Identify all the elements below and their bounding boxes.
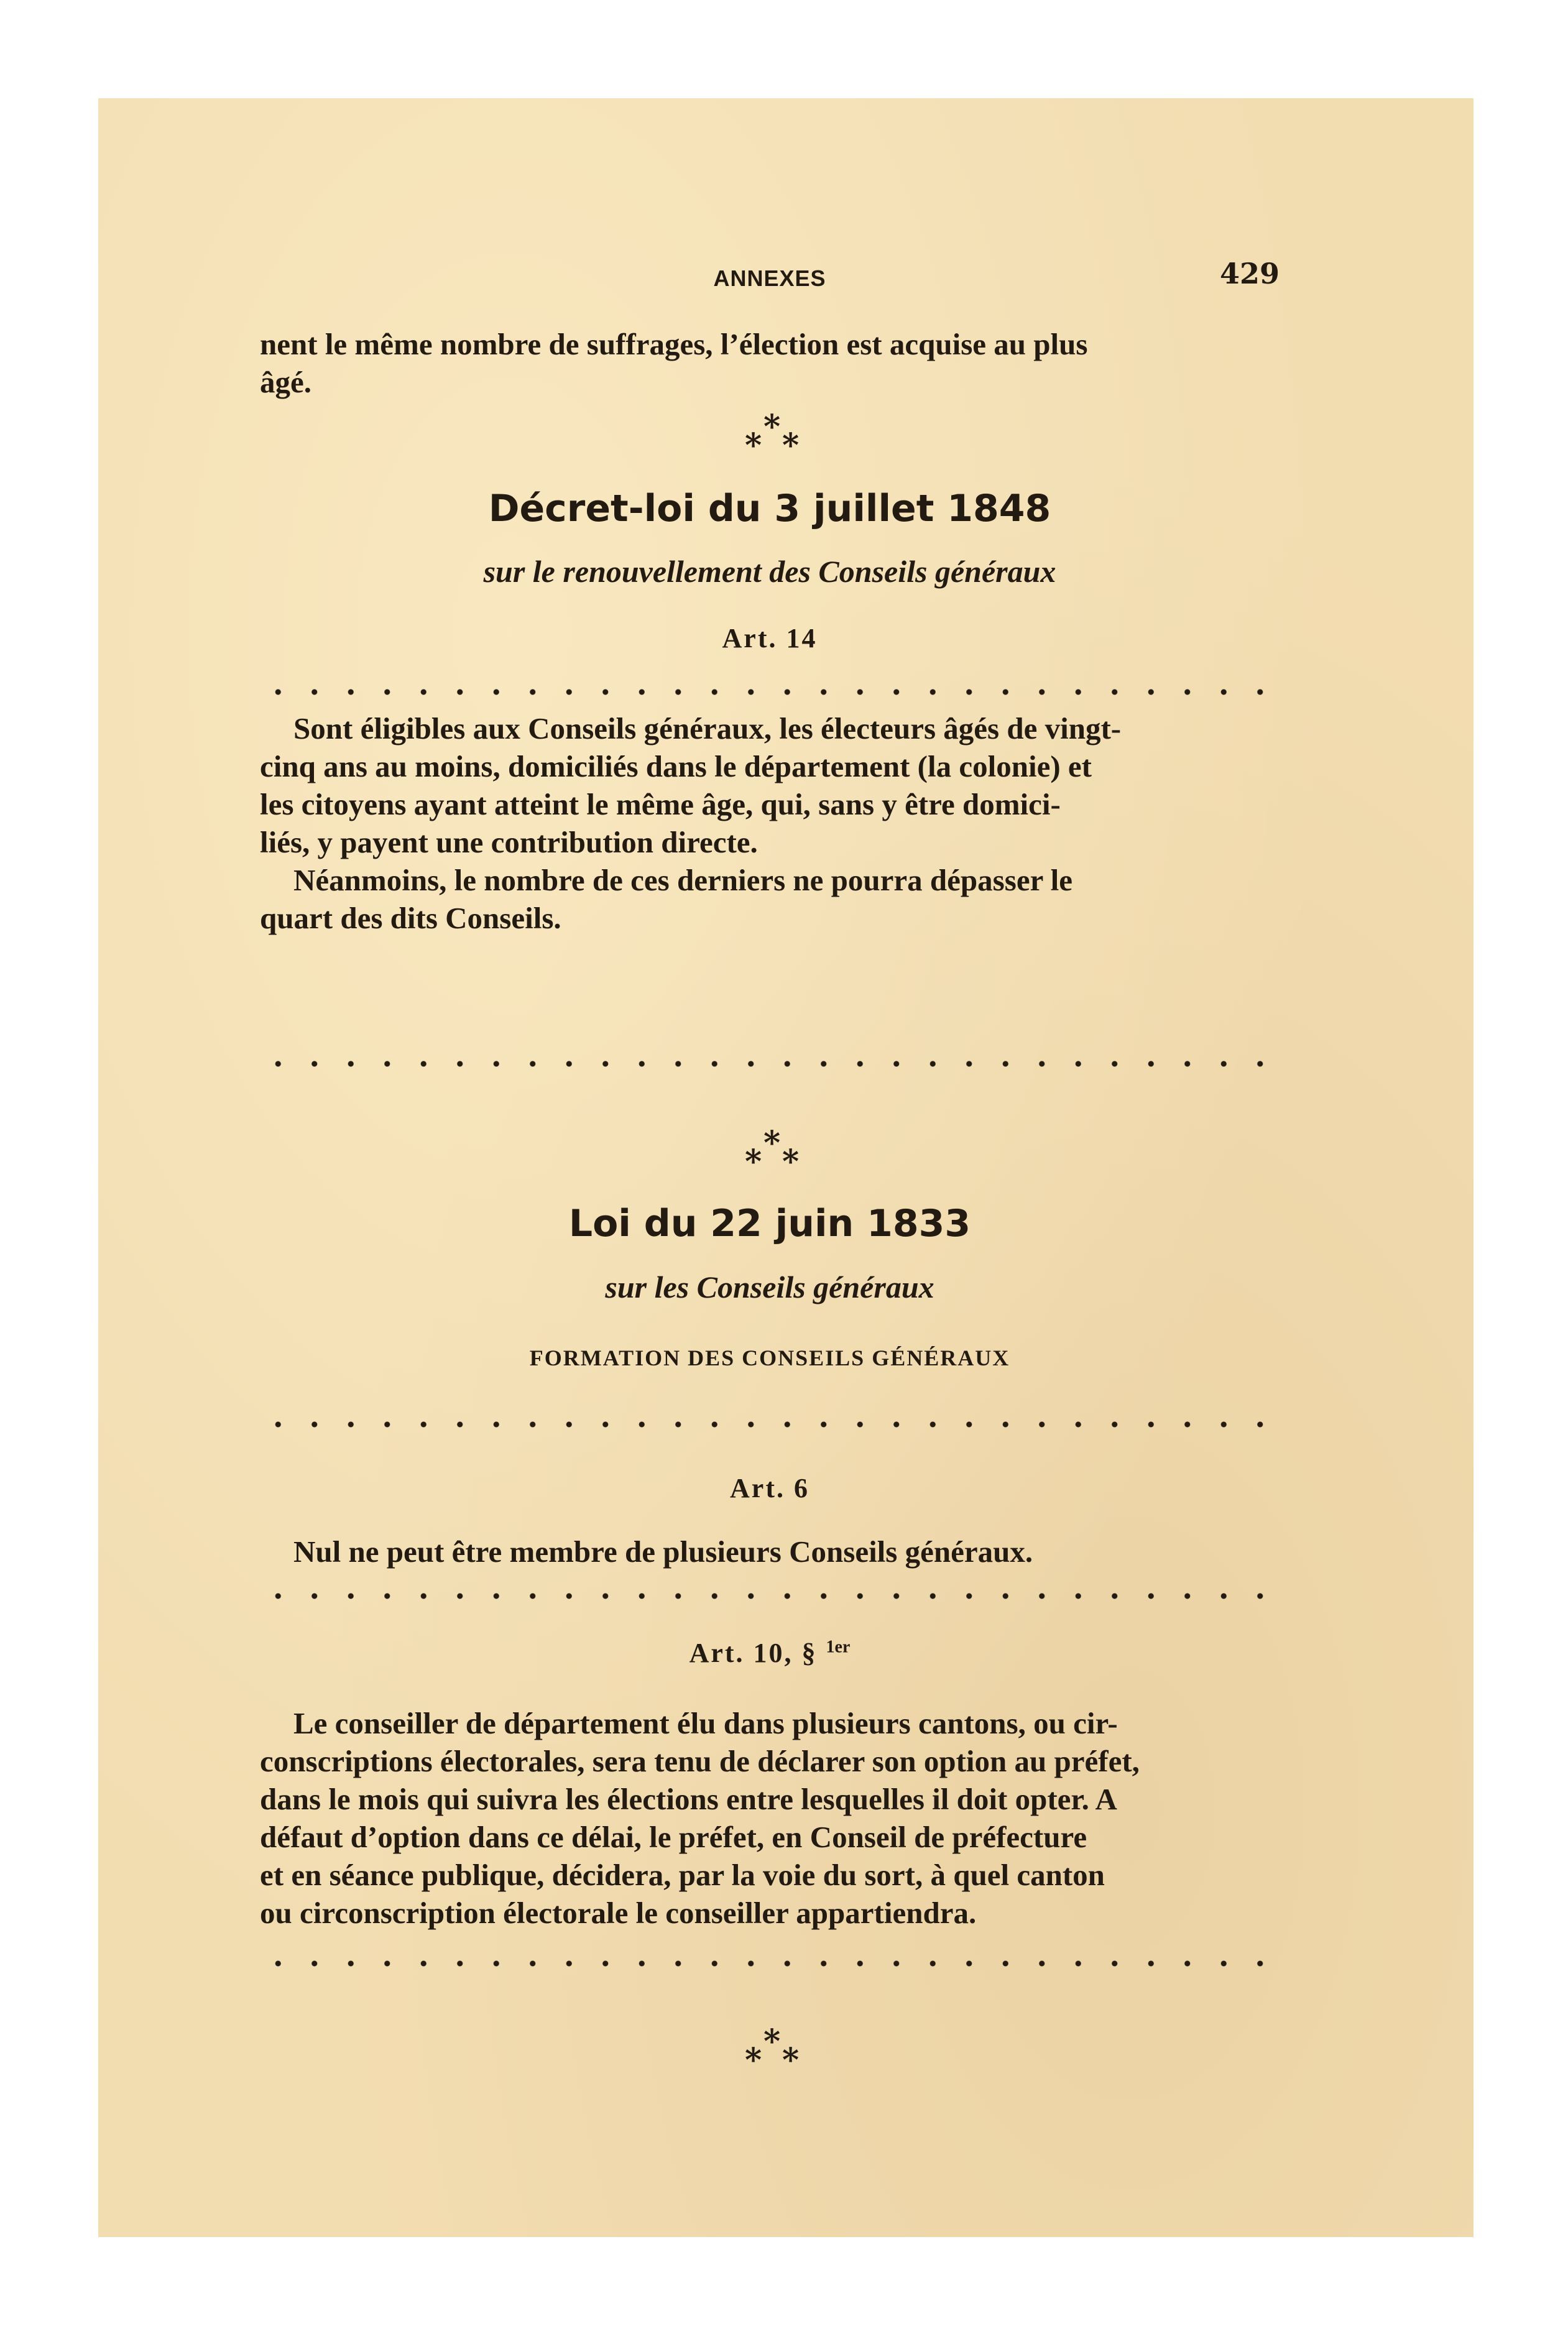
ellipsis-dots xyxy=(260,1590,1280,1602)
article-heading: Art. 14 xyxy=(722,623,818,653)
asterism-star: * xyxy=(763,2023,781,2061)
article-paragraph: Nul ne peut être membre de plusieurs Conseils généraux. xyxy=(293,1534,1033,1569)
asterism-star: * xyxy=(782,1143,800,1181)
section-subtitle: sur les Conseils généraux xyxy=(605,1270,934,1304)
article-body xyxy=(260,709,1280,937)
ellipsis-dots xyxy=(260,686,1280,698)
page-number: 429 xyxy=(1219,257,1280,290)
article-body xyxy=(260,1704,1280,1932)
asterism-star: * xyxy=(782,2041,800,2079)
asterism-separator xyxy=(260,1124,1280,1181)
asterism-star: * xyxy=(745,2041,762,2079)
ellipsis-dots xyxy=(260,1957,1280,1970)
ellipsis-dots xyxy=(260,1058,1280,1070)
intro-paragraph: nent le même nombre de suffrages, l’élection est acquise au plus âgé. xyxy=(260,327,1088,399)
section-subtitle: sur le renouvellement des Conseils généraux xyxy=(483,554,1056,589)
article-paragraph: Sont éligibles aux Conseils généraux, les électeurs âgés de vingt- cinq ans au moins, domiciliés dans le département (la colonie) et les citoyens ayant atteint le même âge, qui, sans y être domici- liés, y payent une contribution directe. xyxy=(260,711,1122,859)
running-head: ANNEXES xyxy=(713,265,826,291)
asterism-separator xyxy=(260,2023,1280,2079)
article-heading: Art. 6 xyxy=(730,1473,809,1503)
asterism-separator xyxy=(260,408,1280,464)
article-paragraph: Le conseiller de département élu dans plusieurs cantons, ou cir- conscriptions électorales, sera tenu de déclarer son option au préfet, dans le mois qui suivra les élections entre lesquelles il doit opter. A défaut d’option dans ce délai, le préfet, en Conseil de préfecture et en séance publique, décidera, par la voie du sort, à quel canton ou circonscription électorale le conseiller appartiendra. xyxy=(260,1706,1140,1930)
section-title: Décret-loi du 3 juillet 1848 xyxy=(488,487,1051,530)
article-number: Art. 10, § xyxy=(689,1638,818,1668)
page-header xyxy=(260,257,1280,300)
ellipsis-dots xyxy=(260,1418,1280,1431)
article-paragraph-ordinal: 1er xyxy=(826,1637,851,1657)
article-body xyxy=(260,1533,1280,1571)
asterism-star: * xyxy=(745,427,762,464)
asterism-star: * xyxy=(782,427,800,464)
asterism-star: * xyxy=(763,1124,781,1162)
asterism-star: * xyxy=(745,1143,762,1181)
chapter-heading: FORMATION DES CONSEILS GÉNÉRAUX xyxy=(529,1345,1010,1370)
asterism-star: * xyxy=(763,408,781,446)
main-text xyxy=(260,325,1280,2178)
article-paragraph: Néanmoins, le nombre de ces derniers ne pourra dépasser le quart des dits Conseils. xyxy=(260,863,1073,935)
article-heading xyxy=(260,1637,1280,1669)
book-page xyxy=(98,98,1473,2237)
section-title: Loi du 22 juin 1833 xyxy=(568,1202,971,1245)
